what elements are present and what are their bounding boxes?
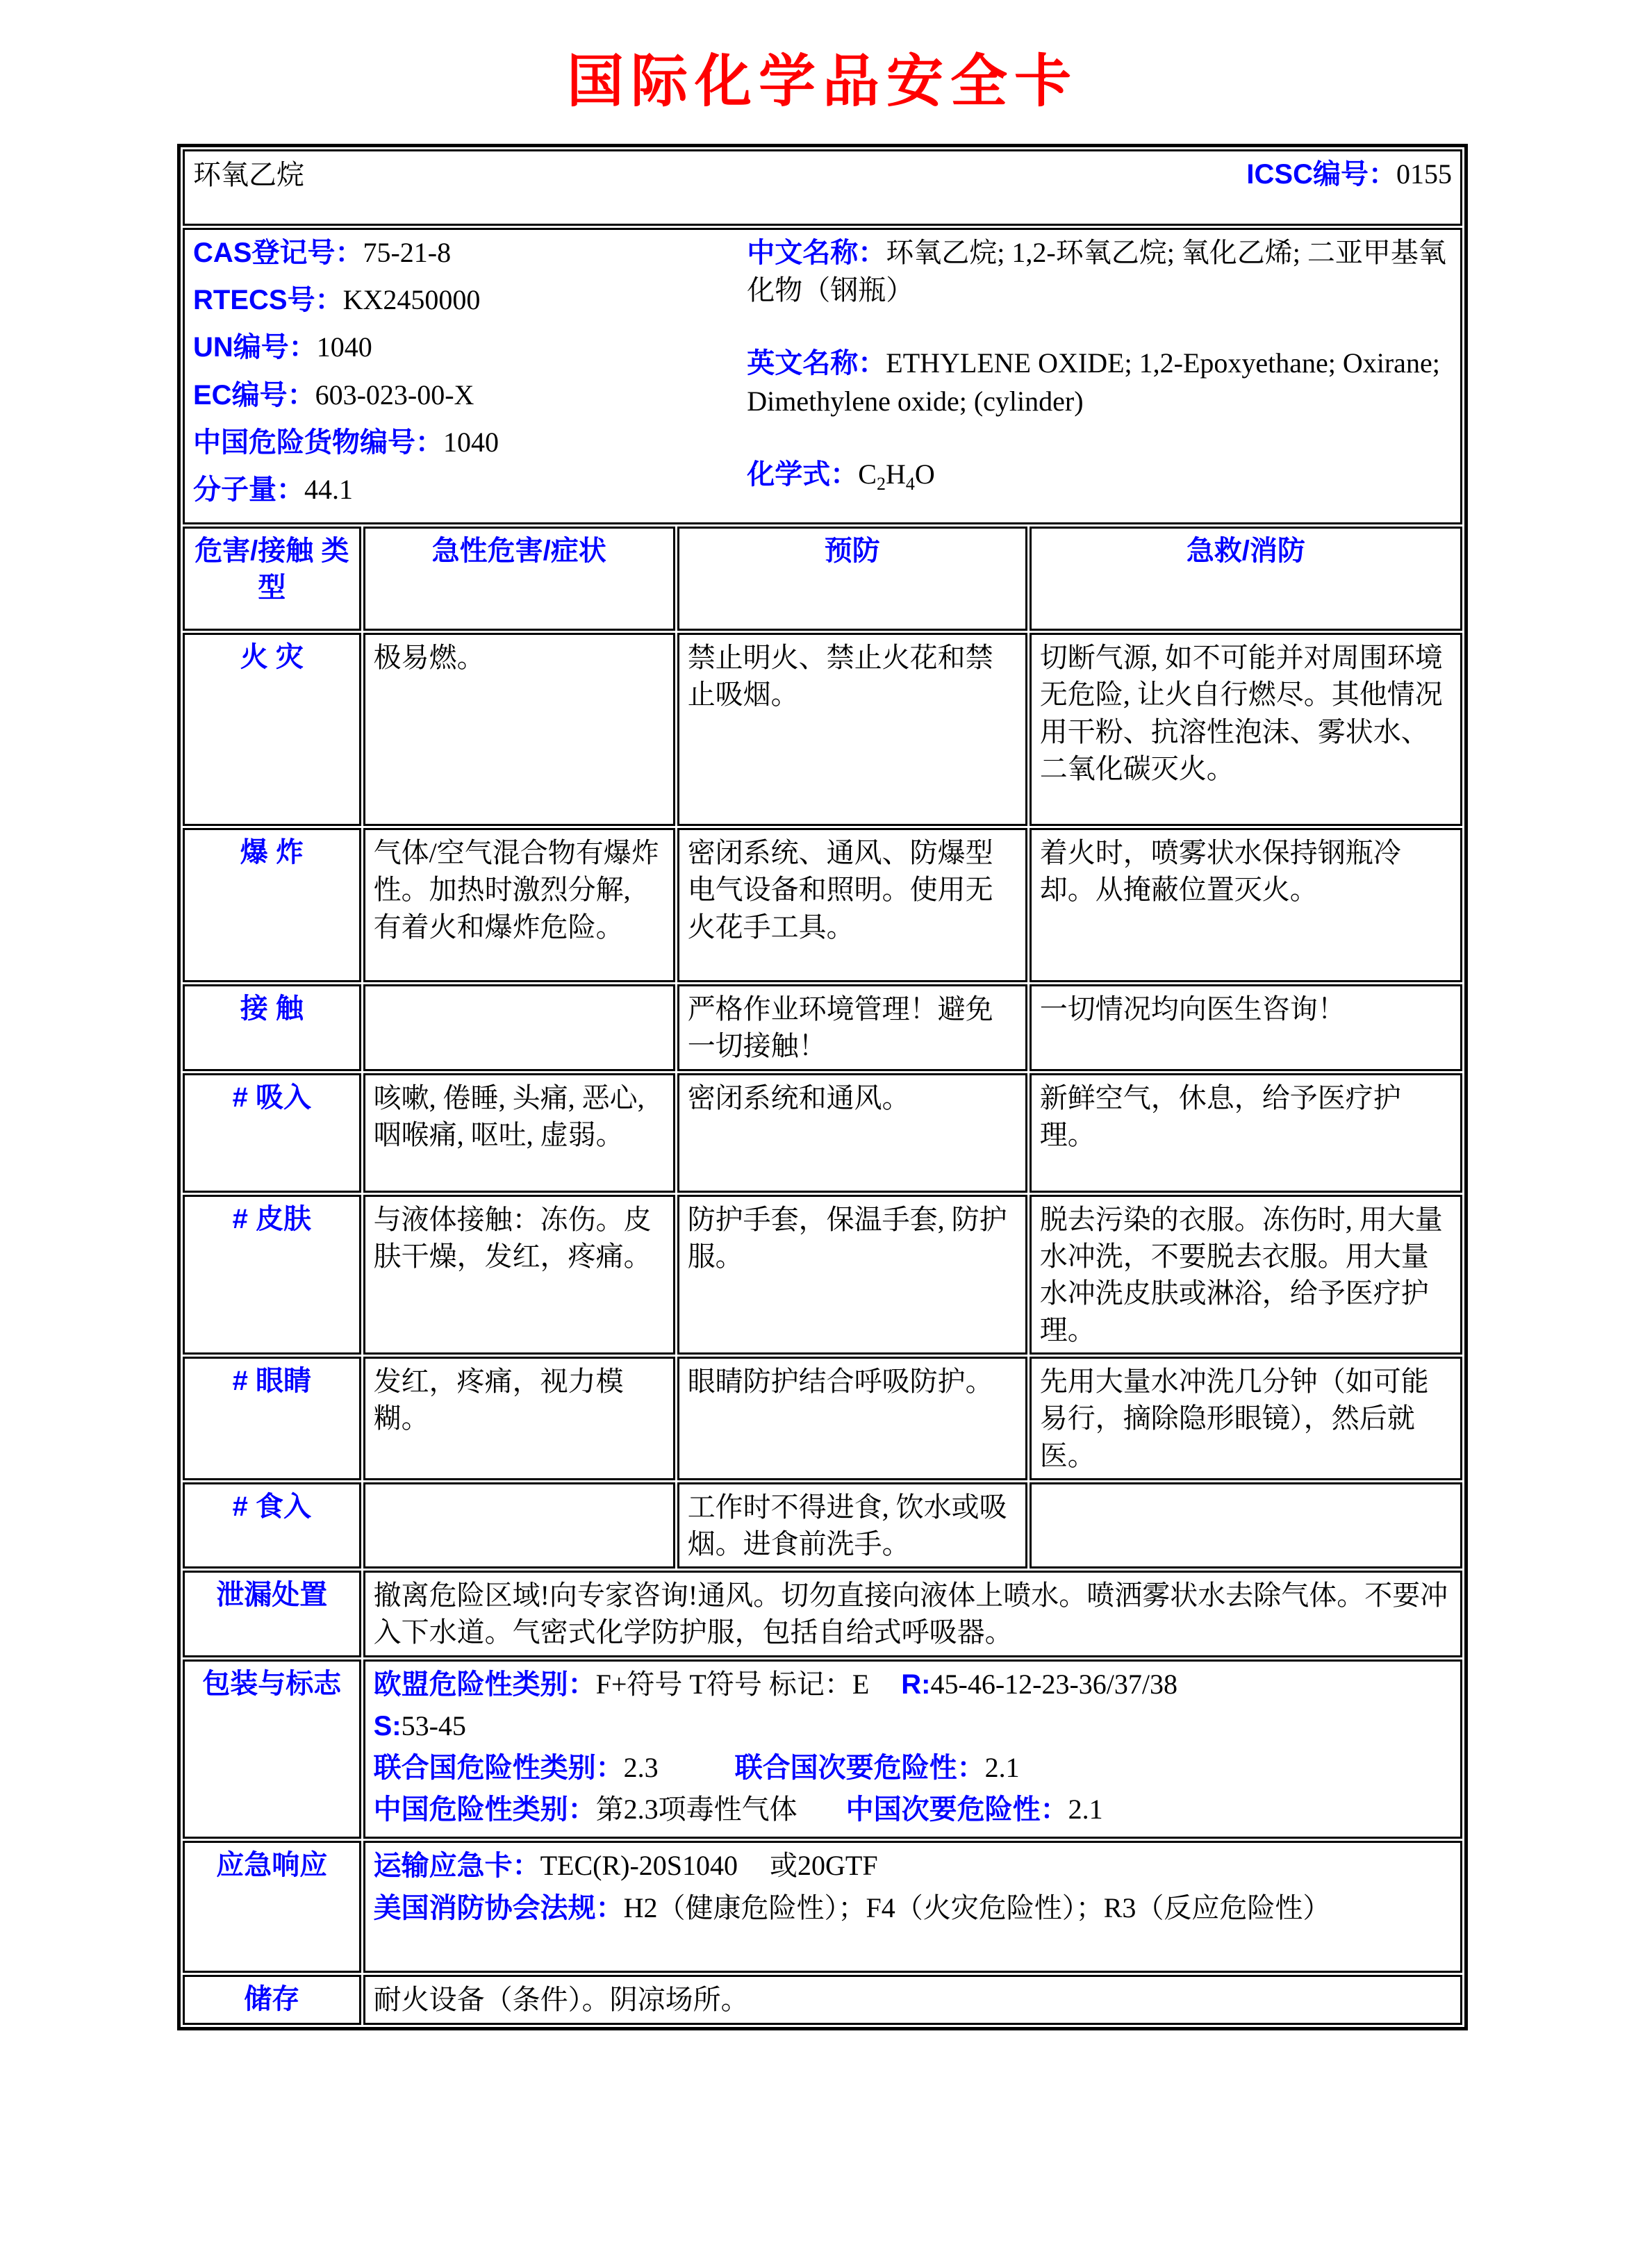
inhalation-prevention: 密闭系统和通风。 [677, 1073, 1027, 1193]
molecular-weight-label: 分子量： [193, 474, 304, 505]
cn-dangerous-goods-value: 1040 [443, 426, 499, 458]
cas-value: 75-21-8 [363, 237, 452, 268]
row-label-skin: # 皮肤 [183, 1195, 361, 1355]
explosion-prevention: 密闭系统、通风、防爆型电气设备和照明。使用无火花手工具。 [677, 828, 1027, 982]
table-row-skin [183, 1195, 1462, 1355]
contact-symptoms [363, 984, 675, 1070]
tec-line [374, 1847, 1452, 1885]
ingestion-prevention: 工作时不得进食, 饮水或吸烟。进食前洗手。 [677, 1482, 1027, 1568]
row-label-emergency: 应急响应 [183, 1841, 361, 1973]
page [0, 36, 1645, 2030]
rtecs-line [193, 281, 747, 319]
molecular-weight-line [193, 471, 747, 508]
chinese-name-value: 环氧乙烷; 1,2-环氧乙烷; 氧化乙烯; 二亚甲基氧化物（钢瓶） [747, 237, 1446, 306]
cn-class-label: 中国危险性类别： [373, 1794, 596, 1826]
row-label-inhalation: # 吸入 [183, 1073, 361, 1193]
un-line [193, 329, 747, 366]
icsc-label: ICSC编号： [1246, 159, 1396, 190]
contact-prevention: 严格作业环境管理！避免一切接触！ [677, 984, 1027, 1070]
row-label-explosion: 爆 炸 [183, 828, 361, 982]
cn-class-value: 第2.3项毒性气体 [595, 1794, 797, 1826]
nfpa-label: 美国消防协会法规： [373, 1892, 624, 1923]
row-label-ingestion: # 食入 [183, 1482, 361, 1568]
packaging-content [363, 1659, 1462, 1839]
row-label-fire: 火 灾 [183, 633, 361, 826]
tec-value: TEC(R)-20S1040 [540, 1850, 738, 1882]
chinese-name-line [747, 234, 1452, 308]
s-phrases-value: 53-45 [401, 1710, 466, 1741]
skin-firstaid: 脱去污染的衣服。冻伤时, 用大量水冲洗，不要脱去衣服。用大量水冲洗皮肤或淋浴，给予医疗护理。 [1030, 1195, 1462, 1355]
skin-prevention: 防护手套，保温手套, 防护服。 [677, 1195, 1027, 1355]
row-label-eyes: # 眼睛 [183, 1357, 361, 1480]
tec-label: 运输应急卡： [373, 1851, 540, 1882]
fire-firstaid: 切断气源, 如不可能并对周围环境无危险, 让火自行燃尽。其他情况用干粉、抗溶性泡沫、雾状水、二氧化碳灭火。 [1030, 633, 1462, 826]
eyes-firstaid: 先用大量水冲洗几分钟（如可能易行，摘除隐形眼镜），然后就医。 [1030, 1357, 1462, 1480]
row-label-contact: 接 触 [183, 984, 361, 1070]
eu-hazard-line [374, 1666, 1452, 1703]
table-row-fire [183, 633, 1462, 826]
contact-firstaid: 一切情况均向医生咨询！ [1030, 984, 1462, 1070]
safety-card [177, 144, 1468, 2030]
page-title: 国际化学品安全卡 [566, 50, 1078, 113]
name-row [183, 149, 1462, 226]
un-hazard-line [374, 1749, 1452, 1787]
eyes-prevention: 眼睛防护结合呼吸防护。 [677, 1357, 1027, 1480]
cas-label: CAS登记号： [193, 238, 363, 268]
cn-sub-label: 中国次要危险性： [845, 1794, 1068, 1826]
un-class-label: 联合国危险性类别： [373, 1752, 624, 1783]
identification-right [747, 234, 1452, 518]
ingestion-firstaid [1030, 1482, 1462, 1568]
formula-value: $C_2H_4O$ [858, 458, 935, 494]
cas-line [193, 234, 747, 272]
ec-label: EC编号： [193, 379, 315, 411]
molecular-weight-value: 44.1 [304, 473, 353, 505]
english-name-line [747, 345, 1452, 419]
un-label: UN编号： [193, 332, 317, 363]
explosion-firstaid: 着火时，喷雾状水保持钢瓶冷却。从掩蔽位置灭火。 [1030, 828, 1462, 982]
icsc-number: 0155 [1396, 158, 1452, 190]
card-table [181, 147, 1464, 2027]
column-hazard-type: 危害/接触 类型 [183, 527, 361, 631]
inhalation-symptoms: 咳嗽, 倦睡, 头痛, 恶心, 咽喉痛, 呕吐, 虚弱。 [363, 1073, 675, 1193]
row-label-storage: 储存 [183, 1975, 361, 2024]
table-row-spill [183, 1571, 1462, 1657]
eyes-symptoms: 发红，疼痛，视力模糊。 [363, 1357, 675, 1480]
row-label-spill: 泄漏处置 [183, 1571, 361, 1657]
cn-dangerous-goods-line [193, 424, 747, 461]
eu-hazard-label: 欧盟危险性类别： [373, 1669, 596, 1700]
rtecs-label: RTECS号： [193, 285, 343, 316]
column-symptoms: 急性危害/症状 [363, 527, 675, 631]
english-name-value: ETHYLENE OXIDE; 1,2-Epoxyethane; Oxirane; Dimethylene oxide; (cylinder) [747, 347, 1440, 417]
nfpa-line [374, 1889, 1452, 1927]
icsc-number-group [1246, 156, 1452, 193]
ingestion-symptoms [363, 1482, 675, 1568]
fire-symptoms: 极易燃。 [363, 633, 675, 826]
cn-sub-value: 2.1 [1068, 1794, 1103, 1826]
ec-value: 603-023-00-X [315, 379, 474, 411]
inhalation-firstaid: 新鲜空气，休息，给予医疗护理。 [1030, 1073, 1462, 1193]
un-class-value: 2.3 [623, 1751, 659, 1783]
emergency-content [363, 1841, 1462, 1973]
storage-text: 耐火设备（条件）。阴凉场所。 [363, 1975, 1462, 2024]
table-row-ingestion [183, 1482, 1462, 1568]
rtecs-value: KX2450000 [342, 284, 481, 316]
ec-line [193, 376, 747, 414]
un-value: 1040 [316, 331, 372, 363]
identification-row [183, 228, 1462, 524]
skin-symptoms: 与液体接触：冻伤。皮肤干燥，发红，疼痛。 [363, 1195, 675, 1355]
table-row-eyes [183, 1357, 1462, 1480]
r-phrases-label: R: [901, 1669, 931, 1700]
column-prevention: 预防 [677, 527, 1027, 631]
table-row-inhalation [183, 1073, 1462, 1193]
identification-left [193, 234, 747, 518]
table-row-storage [183, 1975, 1462, 2024]
row-label-packaging: 包装与标志 [183, 1659, 361, 1839]
formula-label: 化学式： [747, 458, 859, 490]
s-phrases-label: S: [373, 1710, 402, 1741]
explosion-symptoms: 气体/空气混合物有爆炸性。加热时激烈分解, 有着火和爆炸危险。 [363, 828, 675, 982]
cn-dangerous-goods-label: 中国危险货物编号： [193, 427, 443, 458]
table-row-explosion [183, 828, 1462, 982]
chemical-name: 环氧乙烷 [193, 158, 304, 190]
table-row-contact [183, 984, 1462, 1070]
fire-prevention: 禁止明火、禁止火花和禁止吸烟。 [677, 633, 1027, 826]
r-phrases-value: 45-46-12-23-36/37/38 [930, 1668, 1178, 1700]
spill-text: 撤离危险区域!向专家咨询!通风。切勿直接向液体上喷水。喷洒雾状水去除气体。不要冲入下水道。气密式化学防护服，包括自给式呼吸器。 [363, 1571, 1462, 1657]
cn-hazard-line [374, 1791, 1452, 1828]
table-row-emergency [183, 1841, 1462, 1973]
english-name-label: 英文名称： [747, 348, 886, 379]
chinese-name-label: 中文名称： [747, 238, 886, 268]
un-sub-value: 2.1 [984, 1751, 1020, 1783]
table-row-packaging [183, 1659, 1462, 1839]
tec-value-alt: 或20GTF [770, 1850, 878, 1882]
formula-line [747, 456, 1452, 497]
nfpa-value: H2（健康危险性）；F4（火灾危险性）；R3（反应危险性） [623, 1892, 1331, 1923]
hazard-header-row [183, 527, 1462, 631]
column-firstaid: 急救/消防 [1030, 527, 1462, 631]
un-sub-label: 联合国次要危险性： [734, 1752, 985, 1783]
eu-hazard-value: F+符号 T符号 标记：E [595, 1668, 870, 1700]
s-phrases-line [374, 1707, 1452, 1745]
